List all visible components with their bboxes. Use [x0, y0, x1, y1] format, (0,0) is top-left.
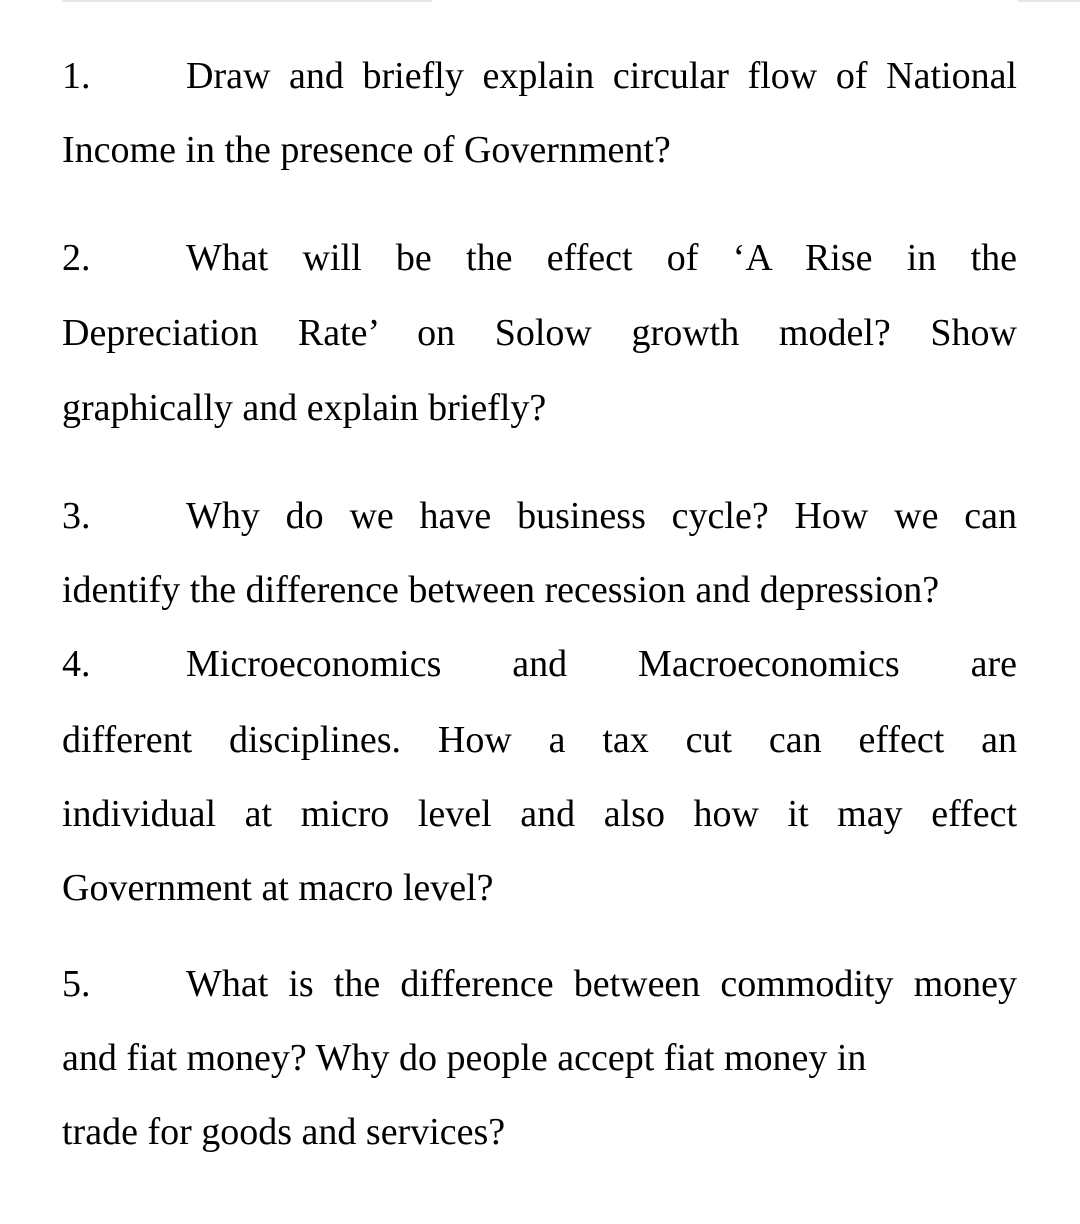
question-text-line: What will be the effect of ‘A Rise in the [186, 237, 1017, 279]
question-3-first-line [62, 492, 1017, 540]
question-number: 5. [62, 963, 91, 1005]
question-text-line: trade for goods and services? [62, 1111, 506, 1153]
question-text-line: individual at micro level and also how it may effect [62, 793, 1017, 835]
question-text-line: Income in the presence of Government? [62, 129, 671, 171]
question-text-line: Why do we have business cycle? How we can [186, 495, 1017, 537]
question-5-first-line [62, 960, 1017, 1008]
question-number: 2. [62, 237, 91, 279]
question-number: 1. [62, 55, 91, 97]
question-number: 3. [62, 495, 91, 537]
question-number: 4. [62, 643, 91, 685]
question-text-line: Draw and briefly explain circular flow of National [186, 55, 1017, 97]
question-2-first-line [62, 234, 1017, 282]
top-divider-left [62, 0, 432, 2]
question-text-line: and fiat money? Why do people accept fiat money in [62, 1037, 867, 1079]
question-text-line: Depreciation Rate’ on Solow growth model? Show [62, 312, 1017, 354]
question-text-line: identify the difference between recession and depression? [62, 569, 940, 611]
question-text-line: graphically and explain briefly? [62, 387, 547, 429]
question-4-first-line [62, 640, 1017, 688]
question-1-first-line [62, 52, 1017, 100]
question-text-line: Microeconomics and Macroeconomics are [186, 643, 1017, 685]
top-divider-right [1018, 0, 1080, 2]
question-text-line: Government at macro level? [62, 867, 494, 909]
question-text-line: What is the difference between commodity money [186, 963, 1017, 1005]
question-text-line: different disciplines. How a tax cut can effect an [62, 719, 1017, 761]
